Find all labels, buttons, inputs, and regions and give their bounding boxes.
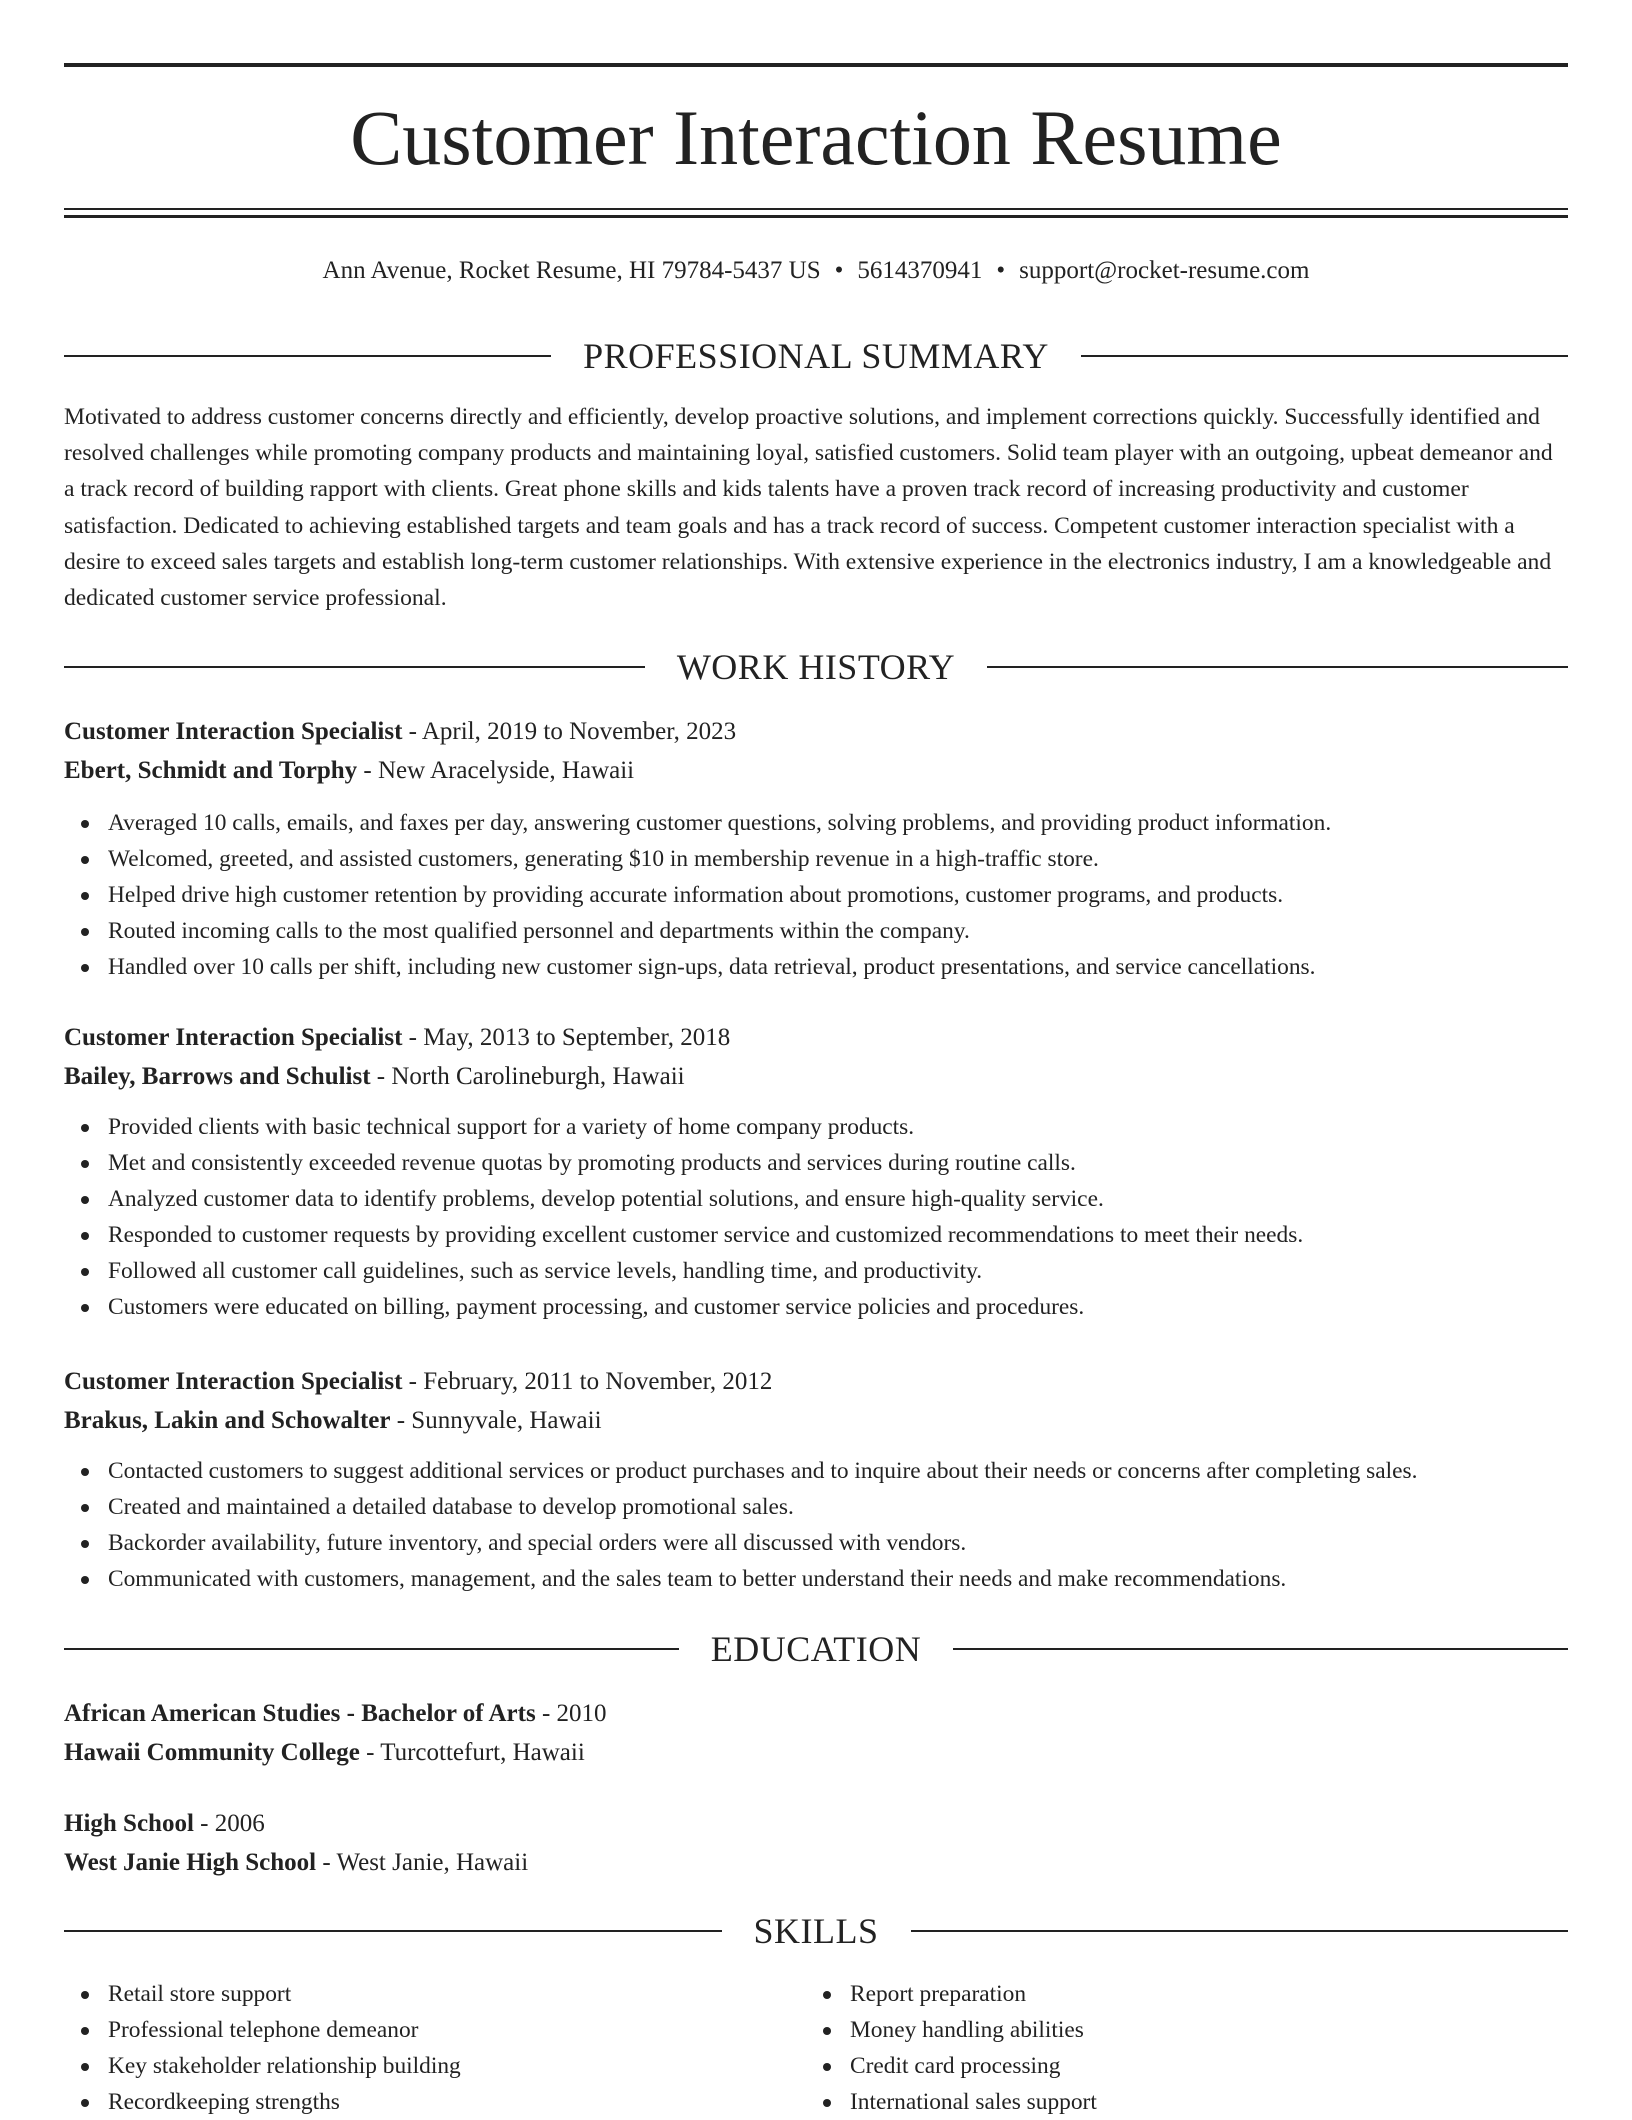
job-title: Customer Interaction Specialist	[64, 1024, 403, 1051]
skill-item: Money handling abilities	[806, 2012, 1506, 2048]
job-location: - New Aracelyside, Hawaii	[357, 757, 635, 784]
list-item: Analyzed customer data to identify problems, develop potential solutions, and ensure high-quality service.	[64, 1181, 1568, 1217]
contact-separator: •	[834, 257, 844, 284]
skills-column-left	[64, 1976, 764, 2120]
education-school: West Janie High School	[64, 1849, 317, 1876]
education-degree-line	[64, 1694, 1568, 1733]
heading-rule	[64, 1930, 722, 1932]
section-title: SKILLS	[753, 1911, 879, 1951]
list-item: Responded to customer requests by providing excellent customer service and customized recommendations to meet their needs.	[64, 1217, 1568, 1253]
job-entry	[64, 712, 1568, 985]
job-bullets	[64, 805, 1568, 985]
resume-title: Customer Interaction Resume	[350, 94, 1282, 181]
skill-item: Report preparation	[806, 1976, 1506, 2012]
job-company: Ebert, Schmidt and Torphy	[64, 757, 358, 784]
skill-item: Retail store support	[64, 1976, 764, 2012]
contact-email: support@rocket-resume.com	[1019, 257, 1310, 284]
education-school: Hawaii Community College	[64, 1739, 360, 1766]
job-title-line	[64, 1018, 1568, 1057]
contact-phone: 5614370941	[857, 257, 983, 284]
job-bullets	[64, 1453, 1568, 1597]
education-degree: High School	[64, 1810, 194, 1837]
job-title: Customer Interaction Specialist	[64, 718, 403, 745]
list-item: Routed incoming calls to the most qualified personnel and departments within the company.	[64, 913, 1568, 949]
heading-rule	[987, 666, 1568, 668]
list-item: Welcomed, greeted, and assisted customers, generating $10 in membership revenue in a high-traffic store.	[64, 841, 1568, 877]
heading-rule	[64, 666, 645, 668]
job-dates: - February, 2011 to November, 2012	[402, 1368, 773, 1395]
job-bullets	[64, 1109, 1568, 1325]
list-item: Communicated with customers, management, and the sales team to better understand their needs and make recommendations.	[64, 1561, 1568, 1597]
contact-line	[64, 254, 1568, 288]
heading-rule	[64, 1648, 679, 1650]
skill-item: International sales support	[806, 2084, 1506, 2120]
contact-address: Ann Avenue, Rocket Resume, HI 79784-5437 US	[322, 257, 821, 284]
heading-rule	[1081, 355, 1568, 357]
list-item: Followed all customer call guidelines, such as service levels, handling time, and productivity.	[64, 1253, 1568, 1289]
skills-list	[806, 1976, 1506, 2120]
list-item: Met and consistently exceeded revenue quotas by promoting products and services during routine calls.	[64, 1145, 1568, 1181]
job-dates: - April, 2019 to November, 2023	[402, 718, 737, 745]
education-school-line	[64, 1733, 1568, 1772]
title-double-rule	[64, 208, 1568, 218]
professional-summary-text: Motivated to address customer concerns directly and efficiently, develop proactive solutions, and implement corrections quickly. Successfully identified and resolved challenges while promoting company products and maintaining loyal, satisfied customers. Solid team player with an outgoing, upbeat demeanor and a track record of building rapport with clients. Great phone skills and kids talents have a proven track record of increasing productivity and customer satisfaction. Dedicated to achieving established targets and team goals and has a track record of success. Competent customer interaction specialist with a desire to exceed sales targets and establish long-term customer relationships. With extensive experience in the electronics industry, I am a knowledgeable and dedicated customer service professional.	[64, 404, 1553, 612]
heading-rule	[911, 1930, 1569, 1932]
job-location: - Sunnyvale, Hawaii	[390, 1407, 602, 1434]
job-location: - North Carolineburgh, Hawaii	[370, 1063, 685, 1090]
job-title: Customer Interaction Specialist	[64, 1368, 403, 1395]
education-degree-line	[64, 1804, 1568, 1843]
education-entry	[64, 1694, 1568, 1772]
job-entry	[64, 1018, 1568, 1325]
list-item: Averaged 10 calls, emails, and faxes per day, answering customer questions, solving problems, and providing product information.	[64, 805, 1568, 841]
list-item: Backorder availability, future inventory, and special orders were all discussed with vendors.	[64, 1525, 1568, 1561]
list-item: Handled over 10 calls per shift, including new customer sign-ups, data retrieval, product presentations, and service cancellations.	[64, 949, 1568, 985]
heading-rule	[64, 355, 551, 357]
job-dates: - May, 2013 to September, 2018	[402, 1024, 731, 1051]
section-heading-summary	[64, 336, 1568, 376]
list-item: Customers were educated on billing, payment processing, and customer service policies and procedures.	[64, 1289, 1568, 1325]
job-title-line	[64, 712, 1568, 751]
list-item: Provided clients with basic technical support for a variety of home company products.	[64, 1109, 1568, 1145]
education-location: - West Janie, Hawaii	[316, 1849, 529, 1876]
education-year: - 2006	[193, 1810, 265, 1837]
skill-item: Professional telephone demeanor	[64, 2012, 764, 2048]
job-company-line	[64, 1057, 1568, 1096]
list-item: Contacted customers to suggest additional services or product purchases and to inquire about their needs or concerns after completing sales.	[64, 1453, 1568, 1489]
job-company: Brakus, Lakin and Schowalter	[64, 1407, 391, 1434]
contact-separator: •	[996, 257, 1006, 284]
top-rule	[64, 63, 1568, 67]
heading-rule	[953, 1648, 1568, 1650]
education-year: - 2010	[535, 1700, 607, 1727]
education-entry	[64, 1804, 1568, 1882]
section-title: PROFESSIONAL SUMMARY	[583, 336, 1049, 376]
skill-item: Key stakeholder relationship building	[64, 2048, 764, 2084]
education-location: - Turcottefurt, Hawaii	[359, 1739, 585, 1766]
skill-item: Credit card processing	[806, 2048, 1506, 2084]
section-title: WORK HISTORY	[676, 647, 956, 687]
section-title: EDUCATION	[710, 1629, 922, 1669]
list-item: Created and maintained a detailed database to develop promotional sales.	[64, 1489, 1568, 1525]
education-degree: African American Studies - Bachelor of Arts	[64, 1700, 536, 1727]
skill-item: Recordkeeping strengths	[64, 2084, 764, 2120]
section-heading-work	[64, 647, 1568, 687]
job-company: Bailey, Barrows and Schulist	[64, 1063, 371, 1090]
skills-column-right	[806, 1976, 1506, 2120]
skills-list	[64, 1976, 764, 2120]
job-title-line	[64, 1362, 1568, 1401]
section-heading-education	[64, 1629, 1568, 1669]
education-school-line	[64, 1843, 1568, 1882]
job-entry	[64, 1362, 1568, 1597]
job-company-line	[64, 1401, 1568, 1440]
job-company-line	[64, 751, 1568, 790]
section-heading-skills	[64, 1911, 1568, 1951]
list-item: Helped drive high customer retention by providing accurate information about promotions, customer programs, and products.	[64, 877, 1568, 913]
